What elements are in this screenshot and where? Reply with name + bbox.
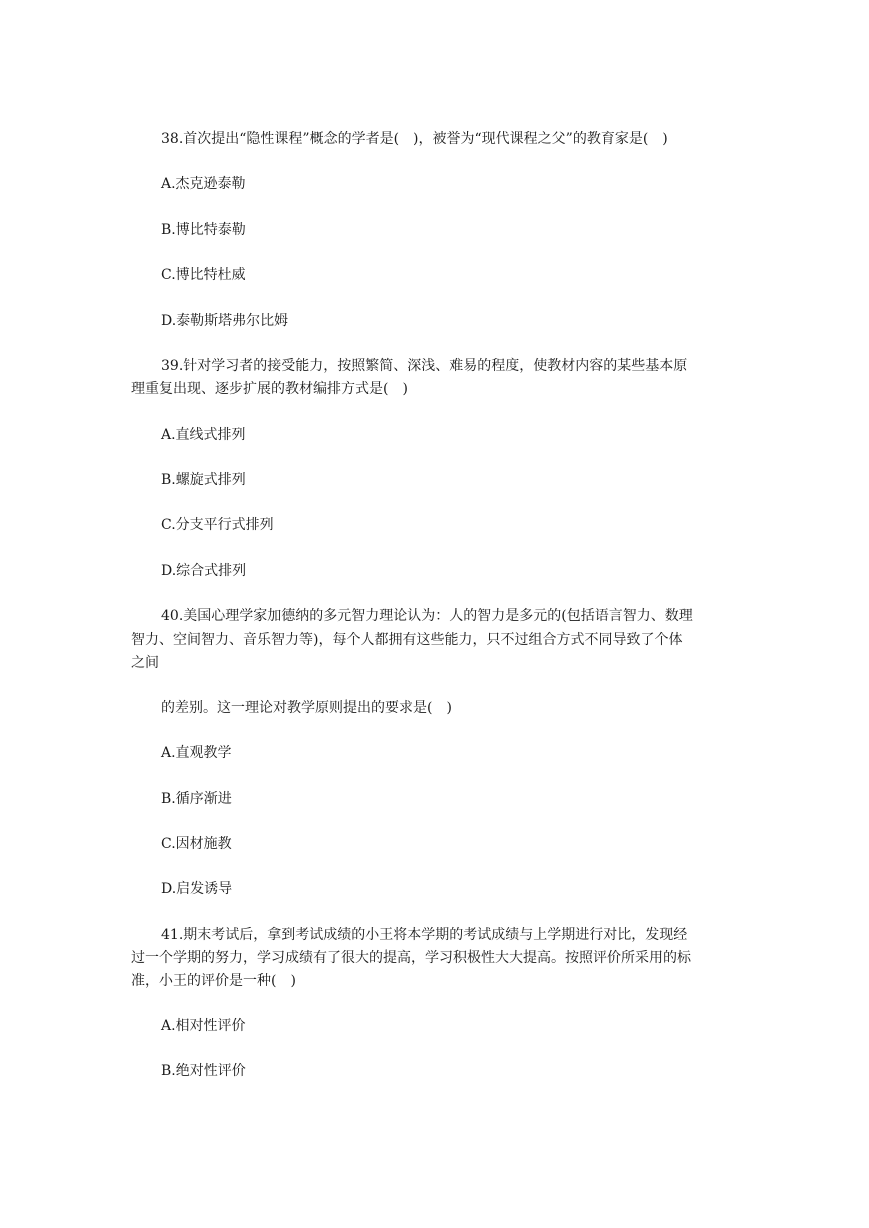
question-39-option-c: C.分支平行式排列 xyxy=(161,517,274,533)
question-40-stem-continuation: 的差别。这一理论对教学原则提出的要求是( ) xyxy=(161,700,452,716)
question-38-option-c: C.博比特杜威 xyxy=(161,267,246,283)
question-40-option-d: D.启发诱导 xyxy=(161,881,233,897)
question-40-stem-line-3: 之间 xyxy=(131,655,159,671)
question-41-stem-line-1: 41.期末考试后，拿到考试成绩的小王将本学期的考试成绩与上学期进行对比，发现经 xyxy=(161,927,688,943)
question-38-option-b: B.博比特泰勒 xyxy=(161,222,246,238)
question-39-stem-line-2: 理重复出现、逐步扩展的教材编排方式是( ) xyxy=(131,381,408,397)
question-41-option-a: A.相对性评价 xyxy=(161,1018,246,1034)
question-40-stem-line-2: 智力、空间智力、音乐智力等)，每个人都拥有这些能力，只不过组合方式不同导致了个体 xyxy=(131,632,683,648)
question-38-option-a: A.杰克逊泰勒 xyxy=(161,176,246,192)
question-40-option-c: C.因材施教 xyxy=(161,836,232,852)
question-40-option-b: B.循序渐进 xyxy=(161,791,232,807)
question-40-stem-line-1: 40.美国心理学家加德纳的多元智力理论认为：人的智力是多元的(包括语言智力、数理 xyxy=(161,608,693,624)
question-39-option-b: B.螺旋式排列 xyxy=(161,472,246,488)
question-41-option-b: B.绝对性评价 xyxy=(161,1063,246,1079)
question-38-stem: 38.首次提出“隐性课程”概念的学者是( )，被誉为“现代课程之父”的教育家是( ) xyxy=(161,131,668,147)
question-39-option-a: A.直线式排列 xyxy=(161,427,246,443)
question-41-stem-line-2: 过一个学期的努力，学习成绩有了很大的提高，学习积极性大大提高。按照评价所采用的标 xyxy=(131,950,691,966)
question-40-option-a: A.直观教学 xyxy=(161,745,232,761)
question-39-stem-line-1: 39.针对学习者的接受能力，按照繁简、深浅、难易的程度，使教材内容的某些基本原 xyxy=(161,358,688,374)
question-39-option-d: D.综合式排列 xyxy=(161,563,247,579)
question-41-stem-line-3: 准，小王的评价是一种( ) xyxy=(131,973,296,989)
question-38-option-d: D.泰勒斯塔弗尔比姆 xyxy=(161,313,289,329)
